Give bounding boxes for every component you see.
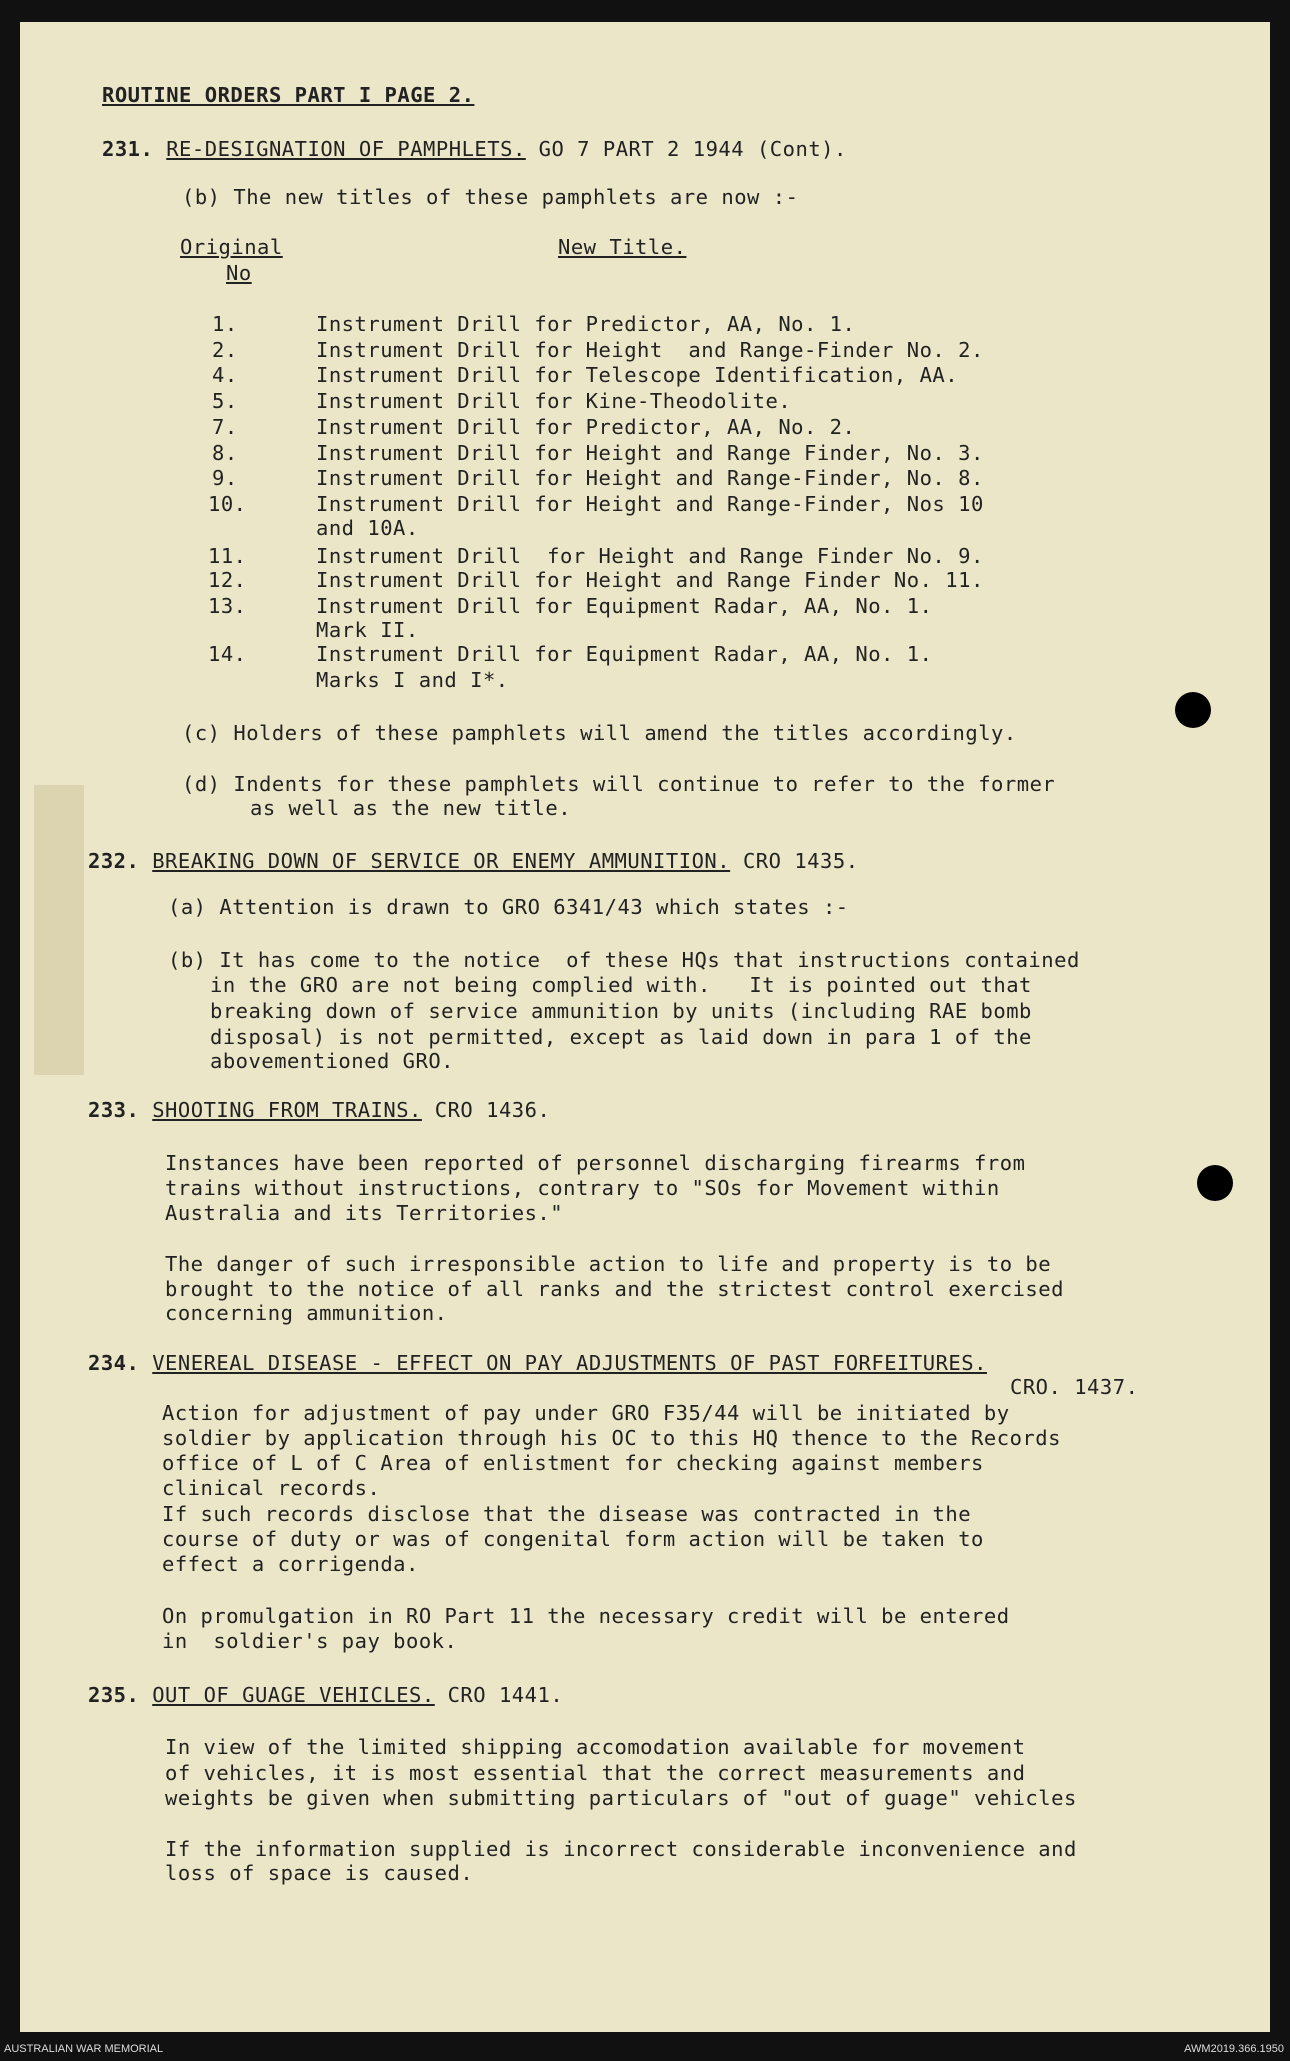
order-234-ref: CRO. 1437. [1010, 1375, 1139, 1399]
row-title: Instrument Drill for Height and Range Finder No. 9. [316, 544, 984, 568]
order-232-b-line2: in the GRO are not being complied with. It is pointed out that [210, 973, 1032, 997]
row-no: 14. [208, 642, 247, 666]
order-234-title: VENEREAL DISEASE - EFFECT ON PAY ADJUSTMENTS OF PAST FORFEITURES. [152, 1351, 987, 1375]
order-235-line3: weights be given when submitting particulars of "out of guage" vehicles [165, 1786, 1077, 1810]
row-title: Instrument Drill for Predictor, AA, No. 1. [316, 312, 856, 336]
order-231-title: RE-DESIGNATION OF PAMPHLETS. [166, 137, 526, 161]
order-234-heading [88, 1350, 987, 1376]
order-231-d-line2: as well as the new title. [250, 796, 572, 820]
order-235-line2: of vehicles, it is most essential that the correct measurements and [165, 1761, 1026, 1785]
page-header: ROUTINE ORDERS PART I PAGE 2. [102, 83, 475, 107]
order-233-title: SHOOTING FROM TRAINS. [152, 1098, 422, 1122]
order-234-line4: clinical records. [162, 1476, 381, 1500]
order-232-b-line5: abovementioned GRO. [210, 1049, 454, 1073]
row-title: Instrument Drill for Predictor, AA, No. 2. [316, 415, 856, 439]
order-235-number: 235. [88, 1683, 140, 1707]
row-title: Instrument Drill for Equipment Radar, AA, No. 1. [316, 642, 933, 666]
order-231-heading [102, 136, 847, 162]
row-title: Instrument Drill for Height and Range Finder, No. 3. [316, 441, 984, 465]
order-232-ref: CRO 1435. [730, 849, 859, 873]
order-232-a: (a) Attention is drawn to GRO 6341/43 which states :- [168, 895, 849, 919]
row-no: 1. [212, 312, 238, 336]
order-233-line4: The danger of such irresponsible action to life and property is to be [165, 1252, 1052, 1276]
order-235-line4: If the information supplied is incorrect considerable inconvenience and [165, 1837, 1077, 1861]
row-title: Marks I and I*. [316, 668, 509, 692]
order-233-line3: Australia and its Territories." [165, 1201, 564, 1225]
row-title: Instrument Drill for Height and Range-Finder, Nos 10 [316, 492, 984, 516]
row-no: 7. [212, 415, 238, 439]
row-no: 12. [208, 568, 247, 592]
order-231-b: (b) The new titles of these pamphlets are now :- [182, 185, 799, 209]
order-232-b-line1: (b) It has come to the notice of these HQs that instructions contained [168, 948, 1080, 972]
order-234-line8: On promulgation in RO Part 11 the necessary credit will be entered [162, 1604, 1010, 1628]
col-original: Original [180, 235, 283, 259]
row-title: Instrument Drill for Height and Range-Finder No. 2. [316, 338, 984, 362]
order-233-number: 233. [88, 1098, 140, 1122]
row-title: Instrument Drill for Equipment Radar, AA, No. 1. [316, 594, 933, 618]
order-231-c: (c) Holders of these pamphlets will amend the titles accordingly. [182, 721, 1017, 745]
order-233-line2: trains without instructions, contrary to "SOs for Movement within [165, 1176, 1000, 1200]
order-232-number: 232. [88, 849, 140, 873]
order-233-heading [88, 1097, 550, 1123]
order-233-line1: Instances have been reported of personnel discharging firearms from [165, 1151, 1026, 1175]
order-235-heading [88, 1682, 563, 1708]
order-234-line6: course of duty or was of congenital form action will be taken to [162, 1527, 984, 1551]
row-no: 11. [208, 544, 247, 568]
order-231-number: 231. [102, 137, 154, 161]
order-234-line5: If such records disclose that the disease was contracted in the [162, 1502, 972, 1526]
row-no: 13. [208, 594, 247, 618]
row-title: Instrument Drill for Height and Range Finder No. 11. [316, 568, 984, 592]
order-234-line3: office of L of C Area of enlistment for checking against members [162, 1451, 984, 1475]
order-234-line7: effect a corrigenda. [162, 1552, 419, 1576]
col-new-title: New Title. [558, 235, 687, 259]
col-no: No [226, 261, 252, 285]
order-233-line5: brought to the notice of all ranks and the strictest control exercised [165, 1277, 1064, 1301]
row-no: 2. [212, 338, 238, 362]
order-231-d-line1: (d) Indents for these pamphlets will continue to refer to the former [182, 772, 1056, 796]
order-235-title: OUT OF GUAGE VEHICLES. [152, 1683, 435, 1707]
order-232-heading [88, 848, 859, 874]
row-title: and 10A. [316, 516, 419, 540]
row-no: 10. [208, 492, 247, 516]
order-232-title: BREAKING DOWN OF SERVICE OR ENEMY AMMUNITION. [152, 849, 731, 873]
order-231-ref: GO 7 PART 2 1944 (Cont). [525, 137, 847, 161]
footer-left-credit: AUSTRALIAN WAR MEMORIAL [4, 2043, 164, 2055]
row-no: 9. [212, 466, 238, 490]
order-234-line2: soldier by application through his OC to this HQ thence to the Records [162, 1426, 1061, 1450]
order-235-line1: In view of the limited shipping accomodation available for movement [165, 1735, 1026, 1759]
order-233-ref: CRO 1436. [421, 1098, 551, 1122]
order-232-b-line4: disposal) is not permitted, except as laid down in para 1 of the [210, 1025, 1032, 1049]
order-233-line6: concerning ammunition. [165, 1301, 448, 1325]
order-235-ref: CRO 1441. [434, 1683, 564, 1707]
order-235-line5: loss of space is caused. [165, 1861, 474, 1885]
row-title: Instrument Drill for Height and Range-Finder, No. 8. [316, 466, 984, 490]
row-no: 4. [212, 363, 238, 387]
order-234-line1: Action for adjustment of pay under GRO F35/44 will be initiated by [162, 1401, 1010, 1425]
row-no: 5. [212, 389, 238, 413]
row-no: 8. [212, 441, 238, 465]
order-234-number: 234. [88, 1351, 140, 1375]
footer-right-accession: AWM2019.366.1950 [1184, 2043, 1284, 2055]
order-232-b-line3: breaking down of service ammunition by units (including RAE bomb [210, 999, 1032, 1023]
row-title: Instrument Drill for Kine-Theodolite. [316, 389, 792, 413]
row-title: Instrument Drill for Telescope Identification, AA. [316, 363, 959, 387]
row-title: Mark II. [316, 618, 419, 642]
order-234-line9: in soldier's pay book. [162, 1629, 458, 1653]
